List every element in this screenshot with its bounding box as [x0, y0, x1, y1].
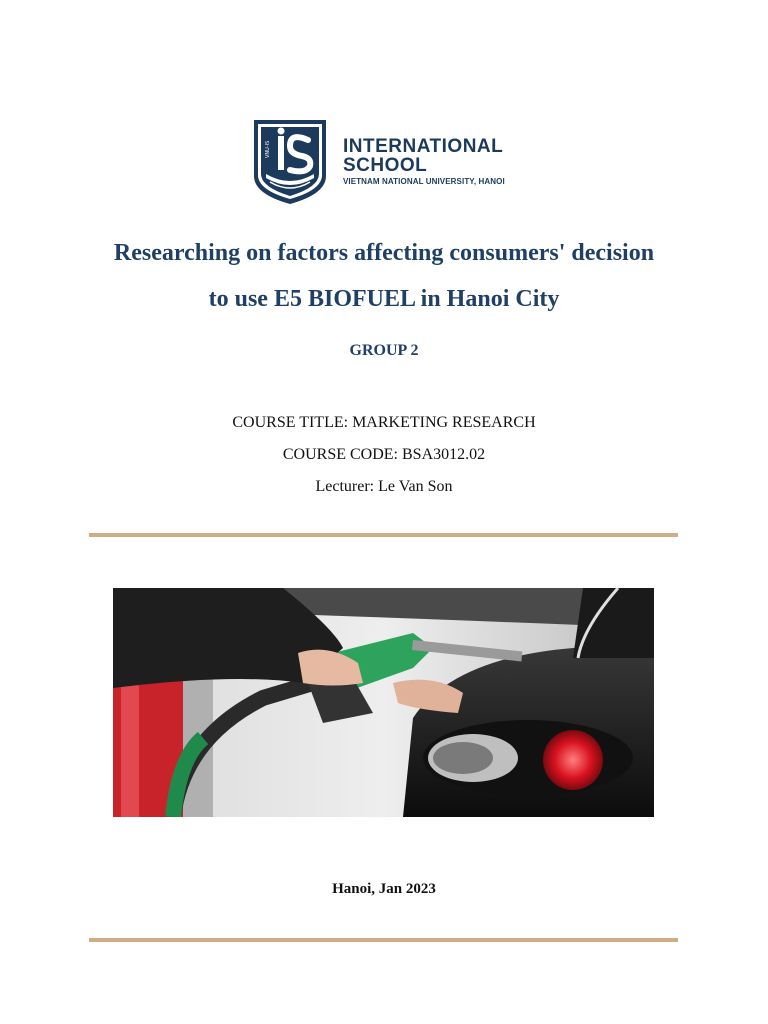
school-logo	[252, 118, 522, 206]
place-and-date: Hanoi, Jan 2023	[332, 881, 436, 897]
logo-line-university: VIETNAM NATIONAL UNIVERSITY, HANOI	[343, 177, 505, 186]
course-title: COURSE TITLE: MARKETING RESEARCH	[232, 414, 536, 431]
cover-photo-refueling	[113, 588, 654, 817]
lecturer: Lecturer: Le Van Son	[315, 478, 453, 495]
svg-text:VNU-IS: VNU-IS	[265, 140, 271, 158]
shield-emblem-icon	[252, 118, 328, 206]
logo-line-international: INTERNATIONAL	[343, 136, 504, 157]
logo-line-school: SCHOOL	[343, 155, 428, 176]
bottom-divider	[89, 938, 678, 942]
top-divider	[89, 533, 678, 537]
report-title-line-1: Researching on factors affecting consumers' decision	[113, 240, 655, 266]
report-title-line-2: to use E5 BIOFUEL in Hanoi City	[208, 286, 560, 312]
group-label: GROUP 2	[349, 342, 419, 359]
course-code: COURSE CODE: BSA3012.02	[282, 446, 486, 463]
